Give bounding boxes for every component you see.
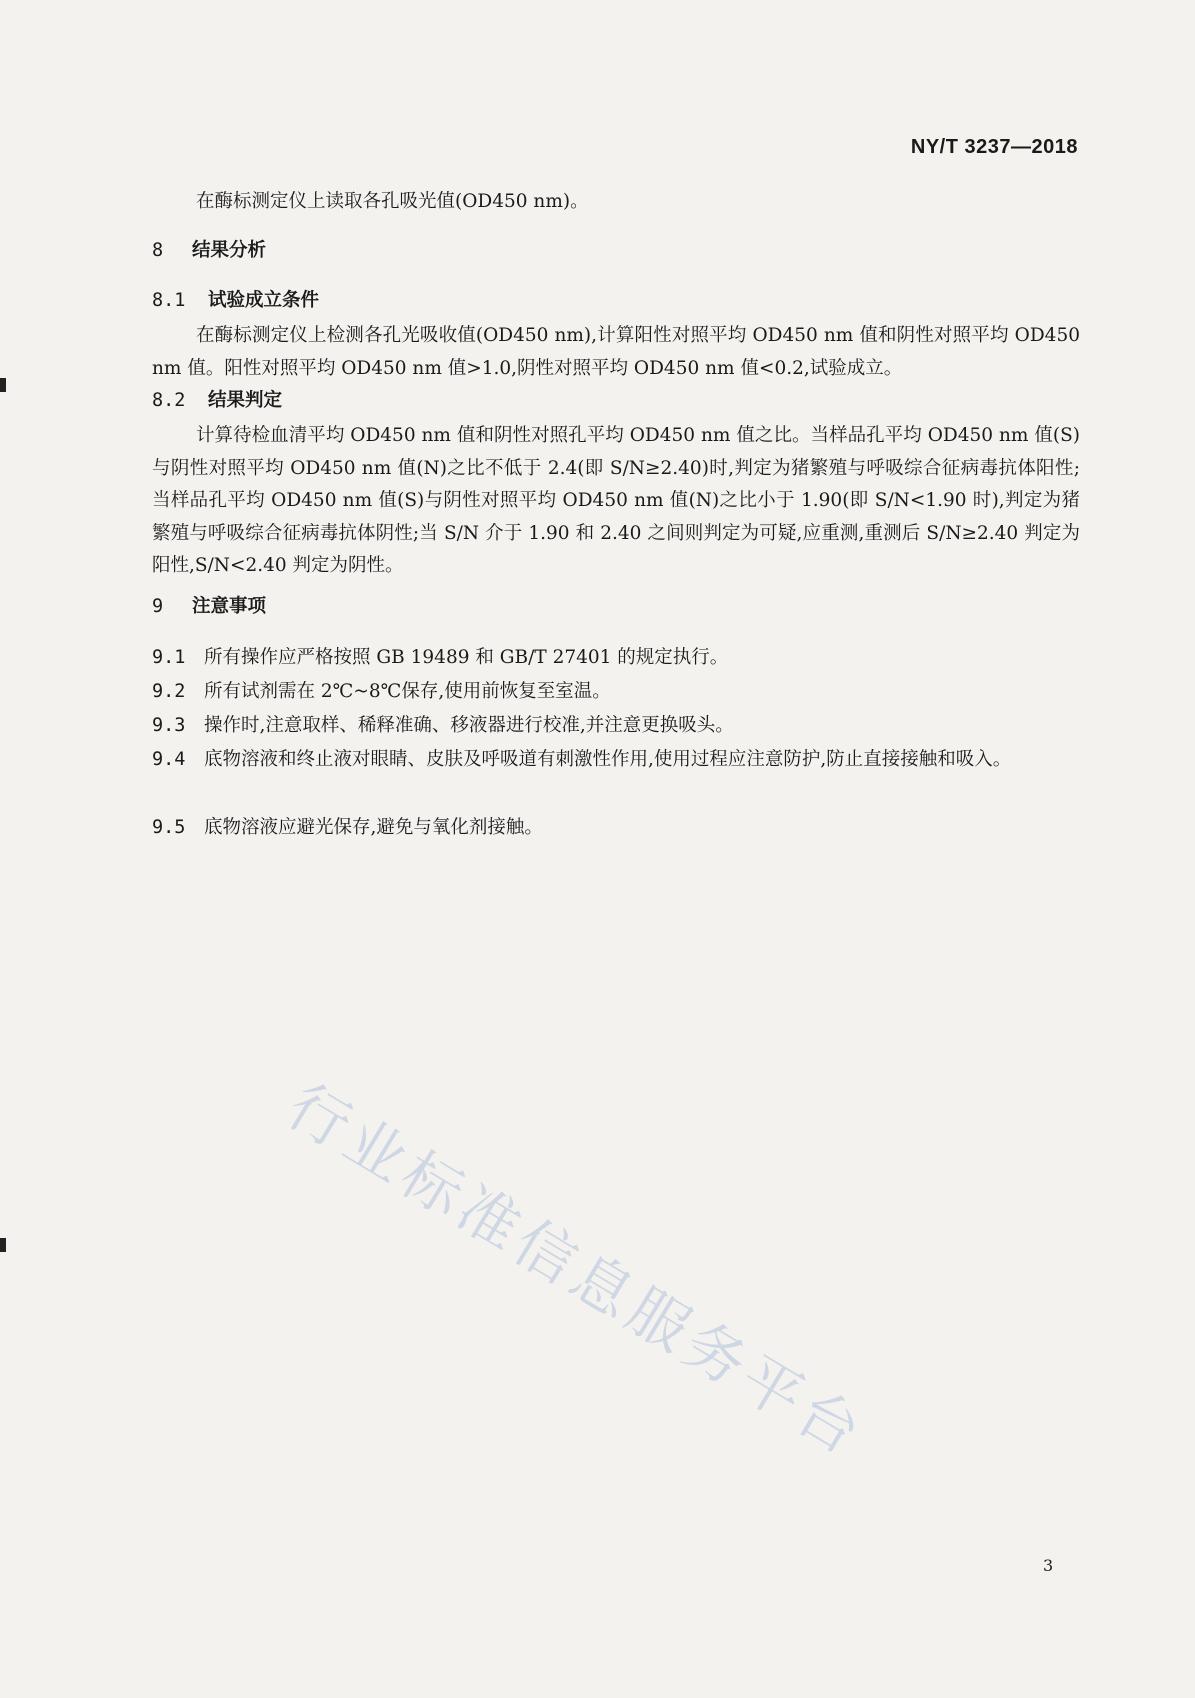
section-title: 结果分析 [192,240,267,261]
note-text: 底物溶液应避光保存,避免与氧化剂接触。 [204,817,543,838]
section-heading-8 [152,236,266,262]
watermark: 行业标准信息服务平台 [275,1071,878,1472]
page-number: 3 [1043,1556,1054,1575]
note-number: 9.4 [152,749,186,770]
section-title: 试验成立条件 [208,290,320,311]
note-item [152,676,1080,709]
section-title: 结果判定 [208,390,283,411]
section-number: 8 [152,240,164,261]
section-number: 8.1 [152,290,186,311]
paragraph-8-1: 在酶标测定仪上检测各孔光吸收值(OD450 nm),计算阳性对照平均 OD450 nm 值和阴性对照平均 OD450 nm 值。阳性对照平均 OD450 nm 值>1.0,阴性对照平均 OD450 nm 值<0.2,试验成立。 [152,325,1080,379]
note-item [152,812,1080,845]
standard-code: NY/T 3237—2018 [910,136,1078,158]
note-text: 底物溶液和终止液对眼睛、皮肤及呼吸道有刺激性作用,使用过程应注意防护,防止直接接触和吸入。 [204,749,1012,770]
note-number: 9.5 [152,817,186,838]
section-title: 注意事项 [192,596,267,617]
note-text: 所有操作应严格按照 GB 19489 和 GB/T 27401 的规定执行。 [204,647,729,668]
intro-paragraph: 在酶标测定仪上读取各孔吸光值(OD450 nm)。 [196,191,589,212]
binding-mark [0,1238,6,1252]
paragraph-8-2: 计算待检血清平均 OD450 nm 值和阴性对照孔平均 OD450 nm 值之比。当样品孔平均 OD450 nm 值(S)与阴性对照平均 OD450 nm 值(N)之比不低于 2.4(即 S/N≥2.40)时,判定为猪繁殖与呼吸综合征病毒抗体阳性;当样品孔平均 OD450 nm 值(S)与阴性对照平均 OD450 nm 值(N)之比小于 1.90(即 S/N<1.90 时),判定为猪繁殖与呼吸综合征病毒抗体阴性;当 S/N 介于 1.90 和 2.40 之间则判定为可疑,应重测,重测后 S/N≥2.40 判定为阳性,S/N<2.40 判定为阴性。 [152,425,1080,576]
note-item [152,642,1080,675]
section-heading-9 [152,592,266,618]
section-heading-8-1 [152,286,319,312]
section-number: 9 [152,596,164,617]
note-text: 操作时,注意取样、稀释准确、移液器进行校准,并注意更换吸头。 [204,715,734,736]
note-number: 9.3 [152,715,186,736]
note-item [152,710,1080,743]
binding-mark [0,378,6,392]
note-text: 所有试剂需在 2℃~8℃保存,使用前恢复至室温。 [204,681,611,702]
section-heading-8-2 [152,386,282,412]
section-number: 8.2 [152,390,186,411]
note-number: 9.2 [152,681,186,702]
note-number: 9.1 [152,647,186,668]
note-item [152,744,1080,777]
